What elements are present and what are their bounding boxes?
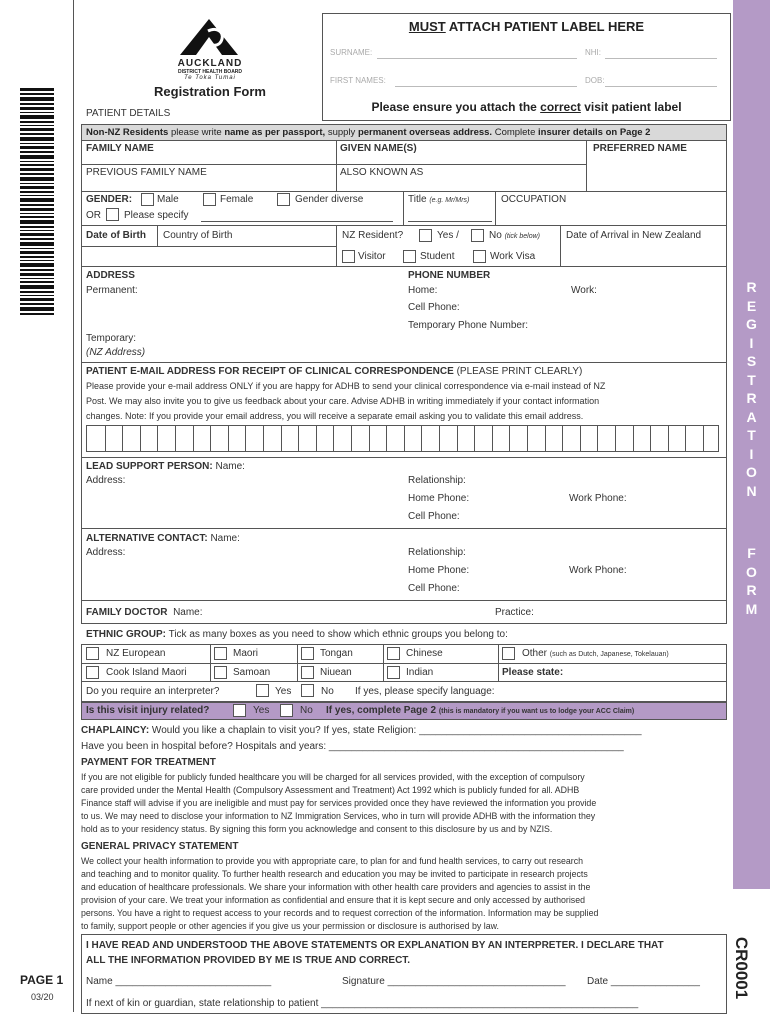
please-specify-label: Please specify [124,210,189,221]
lead-relationship-label: Relationship: [408,475,466,486]
email-char-divider [404,426,405,451]
address-label: ADDRESS [86,270,135,281]
email-text-line1: Please provide your e-mail address ONLY if you are happy for ADHB to send your clinical correspondence via e-mail instead of NZ [86,381,606,391]
email-char-divider [439,426,440,451]
visitor-checkbox[interactable] [342,250,355,263]
email-char-divider [703,426,704,451]
sidebar-word-form [733,544,770,618]
nz-european-label: NZ European [106,648,166,659]
sidebar-band [733,0,770,889]
payment-heading: PAYMENT FOR TREATMENT [81,757,216,768]
email-char-divider [210,426,211,451]
email-char-divider [421,426,422,451]
injury-no-label: No [300,705,313,716]
email-char-divider [193,426,194,451]
sidebar-registration-letter: T [747,371,756,388]
alt-relationship-label: Relationship: [408,547,466,558]
nz-resident-no-label: No (tick below) [489,230,540,241]
injury-yes-checkbox[interactable] [233,704,246,717]
sidebar-registration-letter: O [746,464,757,480]
title-line[interactable] [408,221,492,222]
alt-cell-phone-label: Cell Phone: [408,583,460,594]
interpreter-yes-checkbox[interactable] [256,684,269,697]
org-name: AUCKLAND [177,58,243,69]
injury-complete-note: If yes, complete Page 2 (this is mandatory if you want us to lodge your ACC Claim) [326,705,635,716]
email-char-divider [157,426,158,451]
interpreter-language-label: If yes, please specify language: [355,686,495,697]
alternative-contact-row: ALTERNATIVE CONTACT: Name: [86,533,240,544]
left-rule [73,0,74,1012]
nz-resident-no-checkbox[interactable] [471,229,484,242]
email-char-divider [281,426,282,451]
sidebar-registration-letter: N [746,482,757,499]
next-of-kin-field[interactable]: If next of kin or guardian, state relationship to patient _________________________________________________________ [86,998,639,1009]
page-date: 03/20 [31,992,54,1002]
section-label: PATIENT DETAILS [86,108,171,119]
injury-yes-label: Yes [253,705,270,716]
nz-resident-yes-label: Yes / [437,230,459,241]
email-char-divider [351,426,352,451]
sidebar-form-letter: M [745,600,758,617]
maori-checkbox[interactable] [214,647,227,660]
cook-island-maori-checkbox[interactable] [86,666,99,679]
lead-cell-phone-label: Cell Phone: [408,511,460,522]
email-char-divider [122,426,123,451]
email-input-grid[interactable] [86,425,719,452]
label-surname: SURNAME: [330,48,373,57]
sidebar-registration-letter: I [749,445,754,462]
declaration-signature-field[interactable]: Signature ________________________________ [342,976,566,987]
home-phone-label: Home: [408,285,438,296]
or-label: OR [86,210,101,221]
nz-resident-label: NZ Resident? [342,230,404,241]
interpreter-no-checkbox[interactable] [301,684,314,697]
nz-european-checkbox[interactable] [86,647,99,660]
label-nhi: NHI: [585,48,601,57]
nonnz-notice: Non-NZ Residents please write name as per passport, supply permanent overseas address. Complete insurer details on Page 2 [86,127,651,138]
alt-address-label: Address: [86,547,126,558]
email-char-divider [474,426,475,451]
sidebar-registration-letter: G [746,316,757,332]
email-char-divider [633,426,634,451]
sidebar-registration-letter: R [746,390,757,406]
email-char-divider [650,426,651,451]
work-visa-label: Work Visa [490,251,536,262]
lead-address-label: Address: [86,475,126,486]
visitor-label: Visitor [358,251,386,262]
male-label: Male [157,194,179,205]
nz-address-label: (NZ Address) [86,347,146,358]
female-label: Female [220,194,254,205]
page-number: PAGE 1 [20,973,64,987]
email-char-divider [175,426,176,451]
email-char-divider [228,426,229,451]
interpreter-yes-label: Yes [275,686,292,697]
sidebar-registration-letter: E [746,297,757,314]
indian-label: Indian [406,667,434,678]
email-char-divider [263,426,264,451]
sidebar-form-letter: O [746,563,757,580]
indian-checkbox[interactable] [387,666,400,679]
label-box-title: MUST ATTACH PATIENT LABEL HERE [408,19,645,34]
email-text-line3: changes. Note: If you provide your email address, you will receive a separate email asking you to validate this email address. [86,411,584,421]
maori-label: Maori [233,648,259,659]
other-ethnicity-label: Other (such as Dutch, Japanese, Tokelauan) [522,648,669,659]
temporary-phone-label: Temporary Phone Number: [408,320,529,331]
chinese-label: Chinese [406,648,443,659]
temporary-address-label: Temporary: [86,333,137,344]
email-char-divider [527,426,528,451]
previous-family-name-label: PREVIOUS FAMILY NAME [86,167,207,178]
cell-phone-label: Cell Phone: [408,302,460,313]
male-checkbox[interactable] [141,193,154,206]
nz-resident-yes-checkbox[interactable] [419,229,432,242]
work-phone-label: Work: [571,285,597,296]
date-of-birth-label: Date of Birth [86,230,146,241]
permanent-address-label: Permanent: [86,285,138,296]
student-checkbox[interactable] [403,250,416,263]
lead-work-phone-label: Work Phone: [569,493,627,504]
adhb-logo-icon [178,17,240,57]
female-checkbox[interactable] [203,193,216,206]
email-char-divider [597,426,598,451]
tongan-checkbox[interactable] [301,647,314,660]
given-name-label: GIVEN NAME(S) [340,143,417,154]
cook-island-maori-label: Cook Island Maori [106,667,187,678]
email-char-divider [298,426,299,451]
email-char-divider [685,426,686,451]
barcode [20,88,54,318]
privacy-heading: GENERAL PRIVACY STATEMENT [81,841,239,852]
sidebar-word-registration [733,278,770,500]
specify-gender-checkbox[interactable] [106,208,119,221]
sidebar-form-letter: R [746,582,757,598]
email-char-divider [668,426,669,451]
hospital-before-row: Have you been in hospital before? Hospitals and years: _____________________________________________________ [81,741,624,752]
alt-home-phone-label: Home Phone: [408,565,470,576]
phone-number-label: PHONE NUMBER [408,270,491,281]
preferred-name-label: PREFERRED NAME [593,143,687,154]
country-of-birth-label: Country of Birth [163,230,233,241]
form-title: Registration Form [154,84,266,99]
email-char-divider [333,426,334,451]
samoan-checkbox[interactable] [214,666,227,679]
specify-gender-line[interactable] [201,221,393,222]
tongan-label: Tongan [320,648,353,659]
patient-label-box [322,13,731,121]
title-label: Title (e.g. Mr/Mrs) [408,194,470,205]
sidebar-registration-letter: S [746,353,757,369]
privacy-text: We collect your health information to provide you with appropriate care, to plan for and fund health services, to carry out research and teaching and to monitor quality. To further health research and education you may be invited to participate in research projects and education of healthcare professionals. We share your information with other health care providers and agencies to assist in the provision of your care. We treat your information as confidential and ensure that it is kept secure and only accessed by authorised persons. You have a right to request access to your records and to request correction of the information. Information may be supplied to family, support people or other agencies if you give us your permission or disclosure is authorised by law. [81,856,599,931]
form-code: CR0001 [732,936,752,1000]
sidebar-registration-letter: A [746,408,757,425]
label-dob: DOB: [585,76,605,85]
email-heading: PATIENT E-MAIL ADDRESS FOR RECEIPT OF CLINICAL CORRESPONDENCE (PLEASE PRINT CLEARLY) [86,366,583,377]
email-char-divider [386,426,387,451]
other-ethnicity-checkbox[interactable] [502,647,515,660]
email-char-divider [105,426,106,451]
chinese-checkbox[interactable] [387,647,400,660]
family-doctor-row: FAMILY DOCTOR Name: [86,607,203,618]
lead-home-phone-label: Home Phone: [408,493,470,504]
work-visa-checkbox[interactable] [473,250,486,263]
email-char-divider [140,426,141,451]
interpreter-no-label: No [321,686,334,697]
niuean-label: Niuean [320,667,352,678]
sidebar-form-letter: F [747,545,756,561]
interpreter-question: Do you require an interpreter? [86,686,220,697]
please-state-label: Please state: [502,667,564,678]
email-char-divider [457,426,458,451]
lead-support-row: LEAD SUPPORT PERSON: Name: [86,461,245,472]
email-char-divider [316,426,317,451]
declaration-date-field[interactable]: Date ________________ [587,976,700,987]
ethnic-group-heading: ETHNIC GROUP: Tick as many boxes as you need to show which ethnic groups you belong to: [86,629,508,640]
chaplaincy-row: CHAPLAINCY: Would you like a chaplain to visit you? If yes, state Religion: ________________________________________ [81,725,642,736]
also-known-as-label: ALSO KNOWN AS [340,167,424,178]
practice-label: Practice: [495,607,534,618]
label-notice: Please ensure you attach the correct visit patient label [371,100,682,114]
org-maori: Te Toka Tumai [184,75,236,81]
injury-question: Is this visit injury related? [86,705,210,716]
gender-diverse-label: Gender diverse [295,194,364,205]
family-name-label: FAMILY NAME [86,143,154,154]
email-char-divider [509,426,510,451]
email-char-divider [245,426,246,451]
gender-row: GENDER: [86,194,133,205]
niuean-checkbox[interactable] [301,666,314,679]
gender-diverse-checkbox[interactable] [277,193,290,206]
email-char-divider [545,426,546,451]
sidebar-registration-letter: T [747,427,756,443]
sidebar-registration-letter: I [749,334,754,351]
student-label: Student [420,251,455,262]
label-first-names: FIRST NAMES: [330,76,386,85]
declaration-name-field[interactable]: Name ____________________________ [86,976,272,987]
email-char-divider [615,426,616,451]
declaration-line1: I HAVE READ AND UNDERSTOOD THE ABOVE STATEMENTS OR EXPLANATION BY AN INTERPRETER. I DECLARE THAT [86,940,664,951]
samoan-label: Samoan [233,667,271,678]
org-sub: DISTRICT HEALTH BOARD [177,69,243,75]
payment-text: If you are not eligible for publicly funded healthcare you will be charged for all services provided, with the exception of compulsory care provided under the Mental Health (Compulsory Assessment and Treatment) Act 1992 which is publicly funded for all. ADHB Finance staff will advise if you are ineligible and must pay for services provided once they have reviewed the information you provide to us. We may need to disclose your information to NZ Immigration Services, who in turn will provide ADHB with the information they hold as to your residency status. By signing this form you acknowledge and consent to this disclosure by us and by NZIS. [81,772,597,834]
occupation-label: OCCUPATION [501,194,567,205]
declaration-line2: ALL THE INFORMATION PROVIDED BY ME IS TRUE AND CORRECT. [86,955,411,966]
email-char-divider [562,426,563,451]
email-char-divider [492,426,493,451]
email-text-line2: Post. We may also invite you to give us feedback about your care. Advise ADHB in writing immediately if your contact information [86,396,600,406]
injury-no-checkbox[interactable] [280,704,293,717]
alt-work-phone-label: Work Phone: [569,565,627,576]
sidebar-registration-letter: R [746,279,757,295]
date-of-arrival-label: Date of Arrival in New Zealand [566,230,702,241]
email-char-divider [580,426,581,451]
email-char-divider [369,426,370,451]
